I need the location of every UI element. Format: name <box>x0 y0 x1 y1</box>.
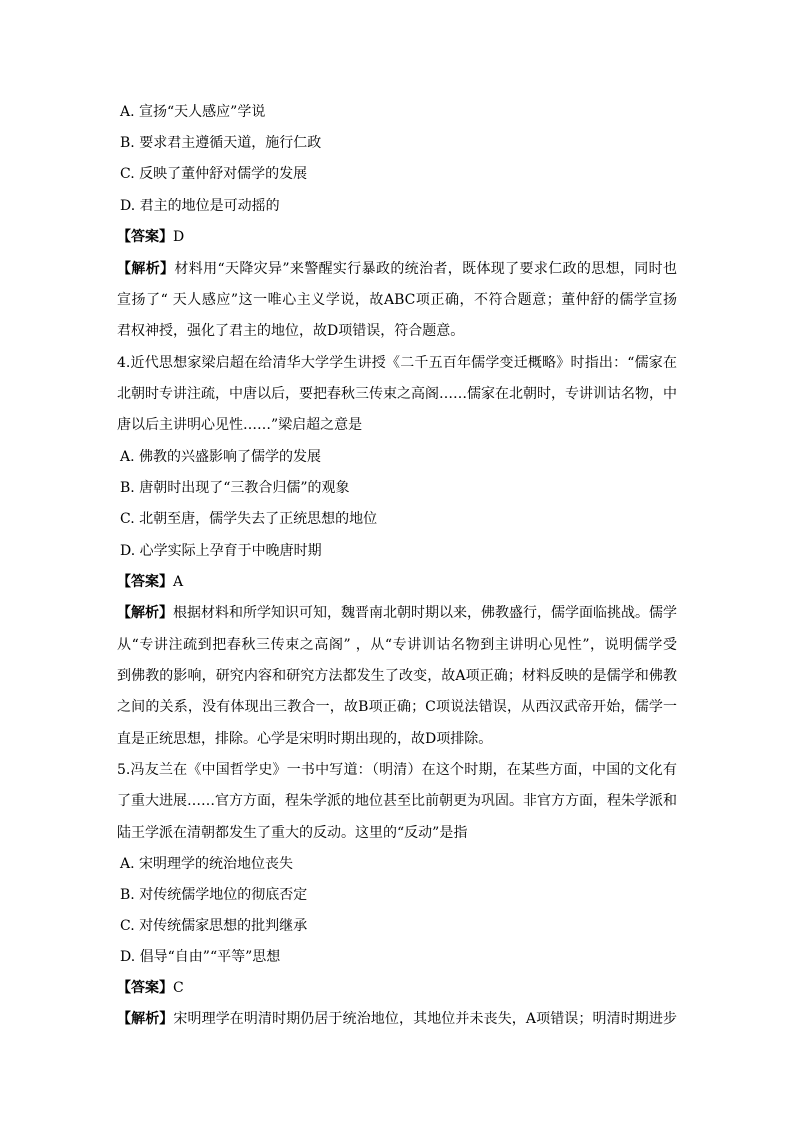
answer-value: A <box>173 574 184 590</box>
q4-stem-line-3: 唐以后主讲明心见性……”梁启超之意是 <box>117 417 363 433</box>
q3-option-a: A. 宣扬“天人感应”学说 <box>120 104 266 120</box>
q4-analysis-line-4: 之间的关系，没有体现出三教合一，故B项正确；C项说法错误，从西汉武帝开始，儒学一 <box>117 699 677 715</box>
q4-option-a: A. 佛教的兴盛影响了儒学的发展 <box>120 449 322 465</box>
q5-answer <box>117 978 184 998</box>
q5-stem-line-3: 陆王学派在清朝都发生了重大的反动。这里的“反动”是指 <box>117 825 468 841</box>
q4-option-b: B. 唐朝时出现了“三教合归儒”的观象 <box>120 480 350 496</box>
q5-stem-line-2: 了重大进展……官方方面，程朱学派的地位甚至比前朝更为巩固。非官方方面，程朱学派和 <box>117 793 677 809</box>
q3-analysis-line-1 <box>117 259 677 279</box>
q4-analysis-line-3: 到佛教的影响，研究内容和研究方法都发生了改变，故A项正确；材料反映的是儒学和佛教 <box>117 668 677 684</box>
analysis-label: 【解析】 <box>117 605 173 621</box>
q3-option-c: C. 反映了董仲舒对儒学的发展 <box>120 166 308 182</box>
q4-option-c: C. 北朝至唐，儒学失去了正统思想的地位 <box>120 511 378 527</box>
answer-value: C <box>173 980 184 996</box>
q4-option-d: D. 心学实际上孕育于中晚唐时期 <box>120 543 322 559</box>
q5-option-b: B. 对传统儒学地位的彻底否定 <box>120 887 308 903</box>
q3-answer <box>117 227 184 247</box>
q5-option-d: D. 倡导“自由”“平等”思想 <box>120 949 281 965</box>
answer-value: D <box>173 229 185 245</box>
q5-option-a: A. 宋明理学的统治地位丧失 <box>120 856 294 872</box>
analysis-label: 【解析】 <box>117 1011 174 1027</box>
answer-label: 【答案】 <box>117 229 173 245</box>
analysis-text: 材料用“天降灾异”来警醒实行暴政的统治者，既体现了要求仁政的思想，同时也 <box>174 261 678 277</box>
q3-option-d: D. 君主的地位是可动摇的 <box>120 198 280 214</box>
answer-label: 【答案】 <box>117 980 173 996</box>
q4-stem-line-2: 北朝时专讲注疏，中唐以后，要把春秋三传束之高阁……儒家在北朝时，专讲训诂名物，中 <box>117 386 677 402</box>
q4-answer <box>117 572 183 592</box>
q5-stem-line-1: 5.冯友兰在《中国哲学史》一书中写道：（明清）在这个时期，在某些方面，中国的文化有 <box>117 762 677 778</box>
q3-option-b: B. 要求君主遵循天道，施行仁政 <box>120 135 322 151</box>
answer-label: 【答案】 <box>117 574 173 590</box>
analysis-text: 根据材料和所学知识可知，魏晋南北朝时期以来，佛教盛行，儒学面临挑战。儒学 <box>173 605 677 621</box>
analysis-label: 【解析】 <box>117 261 175 277</box>
q3-analysis-line-2: 宣扬了“ 天人感应”这一唯心主义学说，故ABC项正确，不符合题意；董仲舒的儒学宣扬 <box>117 292 677 308</box>
q4-stem-line-1: 4.近代思想家梁启超在给清华大学学生讲授《二千五百年儒学变迁概略》时指出：“儒家在 <box>117 355 677 371</box>
q3-analysis-line-3: 君权神授，强化了君主的地位，故D项错误，符合题意。 <box>117 323 465 339</box>
q5-option-c: C. 对传统儒家思想的批判继承 <box>120 918 308 934</box>
q4-analysis-line-1 <box>117 603 677 623</box>
q4-analysis-line-2: 从“专讲注疏到把春秋三传束之高阁” ，从“专讲训诂名物到主讲明心见性”，说明儒学受 <box>117 637 677 653</box>
q4-analysis-line-5: 直是正统思想，排除。心学是宋明时期出现的，故D项排除。 <box>117 731 493 747</box>
q5-analysis-line-1 <box>117 1009 677 1029</box>
analysis-text: 宋明理学在明清时期仍居于统治地位，其地位并未丧失，A项错误；明清时期进步 <box>173 1011 678 1027</box>
